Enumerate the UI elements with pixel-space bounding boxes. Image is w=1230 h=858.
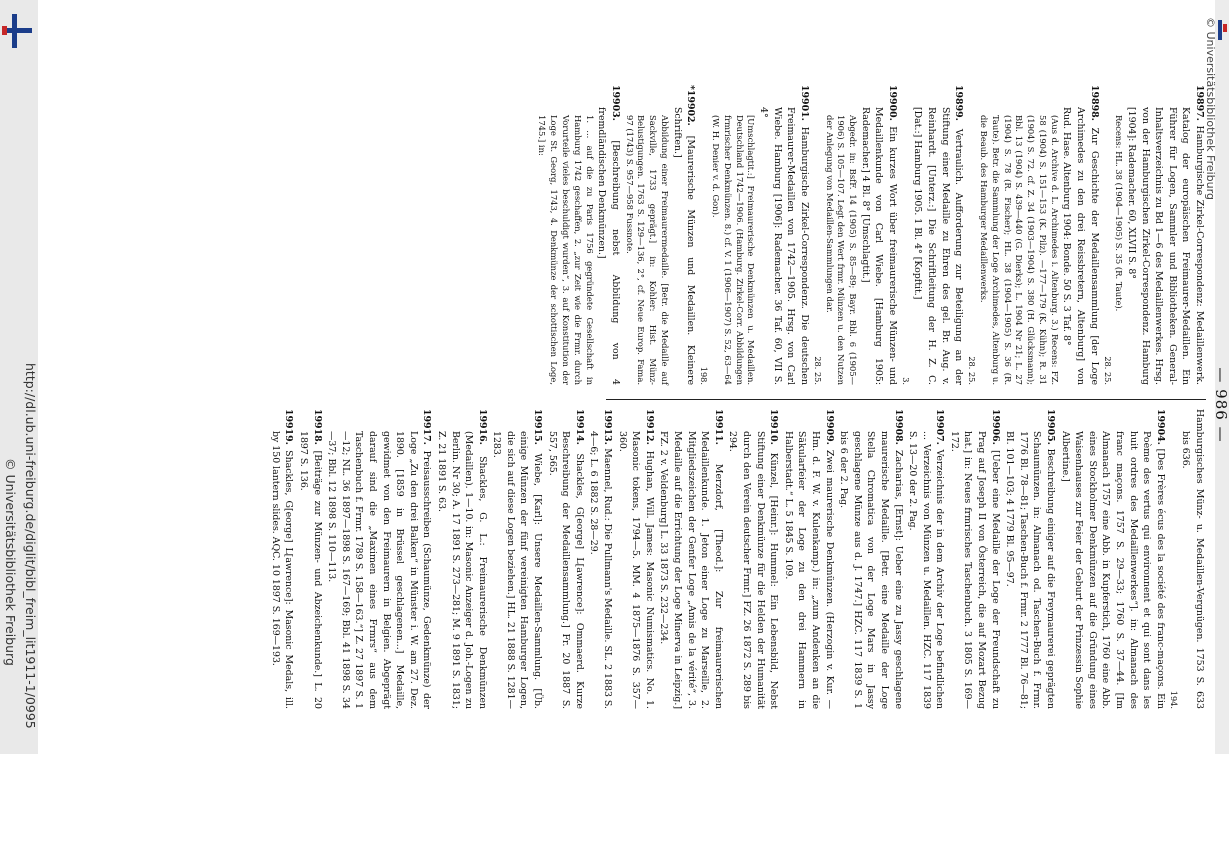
entry-number: 19914. <box>573 409 585 454</box>
entry-number: 19916. <box>476 409 488 457</box>
bibliography-entry <box>698 85 811 385</box>
bibliography-entry <box>657 409 725 709</box>
entry-text: Wiebe, [Karl]: Unsere Medaillen-Sammlung. [Üb. einige Münzen der fünf vereinigten Hamburger Logen, die sich auf diese Logen beziehen.] HL. 21 1888 S. 1281—1283. <box>491 431 544 709</box>
entry-text: Zur Geschichte der Medaillensammlung [der Loge Archimedes zu den drei Reissbretern, Altenburg] von Rud. Hase. Altenburg 1904: Bonde. 50 S. 3 Taf. 8° <box>1061 107 1100 385</box>
entry-text: Beschreibung einiger auf die Freymaurerei geprägten Schaumünzen. in: Almanach od. Taschen-Buch f. Frmr. 1776 Bl. 78—81; Taschen-Buch f. Frmr. 2 1777 Bl. 76—81; BI. 101—103; 4 1779 Bl. 95—97. <box>1004 431 1057 709</box>
entry-number: 19904. <box>1154 409 1166 449</box>
bibliography-entry <box>490 409 544 709</box>
entry-note: 1. ... auf die zu Paris 1756 gegründete Gesellschaft in Hamburg 1742 geschaffen, 2. „zur Zeit wie die Frmr. durch Vorurteile vieles beschuldigt wurden“, 3. auf Konstitution der Loge St. Georg, 1743, 4. Denkmünze der schottischen Loge, 1745.] in: <box>537 115 595 385</box>
entry-text: Hamburgisches Münz- u. Medaillen-Vergnügen. 1753 S. 633 bis 636. <box>1180 409 1205 709</box>
bibliography-entry <box>434 409 488 709</box>
entry-text: Vertraulich. Aufforderung zur Beteiligung an der Stiftung einer Medaille zu Ehren des gel. Br. Aug. v. Reinhardt. [Unterz.:] Die Schriftleitung der H. Z. C. [Dat.:] Hamburg 1905. 1 Bl. 4° [Kopftit.] <box>912 107 965 385</box>
entry-note: Abbildung einer Freimaurermedaille. [Betr. die Medaille auf Sackville, 1733 geprägt.] in: Kohler: Hist. Münz-Belustigungen. 1763 S. 129—136, 2°, cf. Neue Europ. Fama. 97 (1743) S. 957—958 Fussnote. <box>624 115 670 385</box>
entry-number: 19918. <box>311 409 323 451</box>
entry-text: [Maurerische Münzen und Medaillen. Kleinere Schriften.] <box>671 107 697 386</box>
entry-number: 19913. <box>602 409 614 449</box>
entry-number: 19915. <box>532 409 544 454</box>
bibliography-entry <box>545 409 586 709</box>
rotated-page <box>200 85 1230 725</box>
entry-number: 19907. <box>934 409 946 450</box>
bibliography-entry <box>536 85 622 385</box>
entry-signature: 28. 25. <box>967 356 978 385</box>
bibliography-entry <box>947 409 1001 709</box>
entry-note: Abgedr. in: BsfF. 14 (1905) S. 85—89; Bayr. Bbl. 6 (1905—1906) S. 105—107. Legt den Wert frmr. Münzen u. den Nutzen der Anlegung von Medaillen-Sammlungen dar. <box>824 115 859 385</box>
entry-text: Hughan, Will. James: Masonic Numismatics. No. 1. Masonic tokens, 1794—5. MM. 4 1875—1876 S. 357—360. <box>616 431 655 709</box>
entry-number: 19912. <box>643 409 655 451</box>
bibliography-entry <box>268 409 295 709</box>
entry-text: Merzdorf, [Theod.]: Zur freimaurerischen Medaillenkunde. 1. Jeton einer Loge zu Marseille, 2. Mitgliedszeichen der Genfer Loge „Amis de la vérité“, 3. Medaille auf die Errichtung der Loge Minerva in Leipzig.] FZ. 2 v. Veldenburg] L. 33 1873 S. 232—234. <box>658 431 724 709</box>
bibliography-entry <box>623 85 697 385</box>
bibliography-entry <box>781 409 835 709</box>
entry-number: 19909. <box>823 409 835 450</box>
column-divider <box>606 399 1206 400</box>
entry-text: Künzel, [Heinr.]: Hummel: Ein Lebensbild, Nebst Stiftung einer Denkmünze für die Helden der Humanität durch den Verein deutscher Frmr.] FZ. 26 1872 S. 289 bis 294. <box>727 431 780 709</box>
bibliography-entry <box>1102 85 1206 385</box>
logo-accent-icon <box>1223 24 1227 32</box>
bibliography-entry <box>1003 409 1057 709</box>
bibliography-entry <box>1168 409 1206 709</box>
entry-text: Maennel, Rud.: Die Pullmann's Medaille. SL. 2 1883 S. 4—6; L. 6 1882 S. 28—29. <box>588 431 614 709</box>
left-column <box>537 85 1206 386</box>
bibliography-entry <box>900 85 965 385</box>
entry-text: [Beiträge zur Münzen- und Abzeichenkunde.] L. 20 1897 S. 136. <box>298 431 323 709</box>
bibliography-entry <box>325 409 434 709</box>
entry-text: [Ueber eine Medaille der Loge der Freundschaft zu Prag auf Joseph II von Österreich, die auf Mozart Bezug hat.] in: Neues frmrisches Taschenbuch. 3 1805 S. 169—172. <box>948 431 1001 709</box>
logo-bar-icon <box>12 14 17 48</box>
bibliography-entry <box>615 409 656 709</box>
entry-signature: 198. <box>699 366 710 385</box>
bibliography-entry <box>966 85 1100 385</box>
logo-bar-icon <box>4 28 32 33</box>
document-url[interactable]: http://dl.ub.uni-freiburg.de/diglit/bibl_freim_lit1911-1/0995 <box>23 363 38 729</box>
entry-text: [Beschreibung nebst Abbildung von 4 fremdländischen Denkmünzen.] <box>596 107 621 385</box>
entry-number: 19897. <box>1194 85 1205 126</box>
entry-text: Preisausschreiben (Schaumünze, Gedenkmünze) der Loge „Zu den drei Balken“ in Münster i. W. am 27. Dez. 1890. [1859 in Brüssel geschlagenen...] Medaille, gewidmet von den Freimaurern in Belgien. Abgeprägt darauf sind die „Maximen eines Frmrs“ aus dem Taschenbuch f. Frmr. 1789 S. 158—163.“] Z. 27 1897 S. 1—12; NL. 36 1897—1898 S. 167—169; Bbl. 41 1898 S. 34—37; Bbl. 12 1898 S. 110—113. <box>326 431 433 709</box>
entry-text: Shackles, G[eorge] L[awrence]: Masonic Medals, ill. by 150 lantern slides. AQC. 10 1897 S. 169—193. <box>269 431 295 710</box>
entry-text: Zacharias, [Ernst]: Ueber eine zu Jassy geschlagene maurerische Medaille. [Betr. eine Medaille der Loge Stella Chromatica von der Loge Mars in Jassy geschlagene Münze aus d. J. 1747.] HZC. 117 1839 S. 1 bis 6 der 2. Pag. <box>838 431 904 709</box>
entry-number: 19905. <box>1045 409 1057 449</box>
logo-accent-icon <box>2 26 7 35</box>
entry-text: Zwei maurerische Denkmünzen. (Herzogin v. Kur. — Hm. d. F. W. v. Kulenkamp.) in: „zum Andenken an die Säkularfeier der Loge zu den drei Hammern in Halberstadt.“ L. 5 1845 S. 109. <box>782 431 835 709</box>
entry-number: 19901. <box>798 85 810 127</box>
bibliography-entry <box>812 85 899 385</box>
logo-bar-icon <box>1218 20 1222 40</box>
entry-text: Verzeichnis der in dem Archiv der Loge befindlichen ... Verzeichnis von Münzen u. Medaillen. HZC. 117 1839 S. 13—20 der 2. Pag. <box>907 431 946 709</box>
entry-number: 19898. <box>1088 85 1100 128</box>
entry-number: 19911. <box>712 409 724 464</box>
entry-text: Hamburgische Zirkel-Correspondenz: Medaillenwerk. Katalog der europäischen Freimaurer-Medaillen. Ein Führer für Logen, Sammler und Bibliotheken. General-Inhaltsverzeichnis zu Bd 1—6 des Medaillenwerkes. Hrsg. von der Hamburgischen Zirkel-Correspondenz. Hamburg [1904]: Rademacher. 60, XLVII S. 8° <box>1126 107 1205 385</box>
entry-note: Recens: HL. 38 (1904—1905) S. 35 (R. Taute). <box>1114 115 1125 312</box>
entry-signature: 194. <box>1168 690 1179 709</box>
entry-signature: 3. <box>900 377 911 385</box>
entry-number: 19908. <box>892 409 904 450</box>
entry-number: 19917. <box>421 409 433 451</box>
entry-note: [Umschlagtit.:] Freimaurerische Denkmünzen u. Medaillen. Deutschland 1742—1906. (Hamburg. Zirkel-Corr. Abbildungen frmrischer Denkmünzen. 8.) cf. V. 1 (1906—1907) S. 52, 63—64 (W. H. Denier v. d. Gon). <box>710 115 757 385</box>
entry-number: 19903. <box>609 85 621 141</box>
entry-number: 19906. <box>989 409 1001 451</box>
entry-number: 19900. <box>886 85 898 127</box>
entry-signature: 28. 25. <box>812 356 823 385</box>
right-column <box>269 409 1206 710</box>
entry-text: [Des Frères écus des la société des franc-maçons. Ein Poème des vertus qui environnent et qui sont dans les huit ordres des Medaillenwerkes“]. in: Almanach des franc maçons. 1757 S. 29—33; 1760 S. 37—44. [Im Almanach 1757 eine Abb. in Kupferstich, 1760 eine Abb. eines Stockholmer Denkmünzen auf die Gründung eines Waisenhauses zur Feier der Geburt der Prinzessin Sophie Albertine.] <box>1059 431 1166 709</box>
page-number: — 986 — <box>1212 367 1230 443</box>
entry-text: Shackles, G. L.: Freimaurerische Denkmünzen (Medaillen). 1—10. in: Masonic Anzeiger d. Joh.-Logen zu Berlin. Nr 30; A. 17 1891 S. 273—281; M. 9 1891 S. 1831; Z. 21 1891 S. 63. <box>435 431 488 709</box>
right-copyright-note: © Universitätsbibliothek Freiburg <box>1204 17 1217 200</box>
entry-signature: 28. 25. <box>1102 356 1113 385</box>
bibliography-entry <box>726 409 780 709</box>
bibliography-entry <box>296 409 323 709</box>
entry-text: Hamburgische Zirkel-Correspondenz. Die deutschen Freimaurer-Medaillen von 1742—1905. Hrsg. von Carl Wiebe. Hamburg [1906]: Rademacher. 36 Taf. 60, VII S. 4° <box>757 107 810 385</box>
entry-note: (Aus d. Archive d. L. Archimedes i. Altenburg. 3.) Recens: FZ. 58 (1904) S. 151—153 (K. Pilz). —177—179 (K. Kühn); R. 31 (1904) S. 72. cf. Z. 34 (1903—1904) S. 380 (H. Glücksmann); Bbl. 13 (1904) S. 439—440 (G. Dierks); L. 1904 Nr 21; L. 27 (1904) S. 78 (R. Fischer); HL. 38 (1904—1905) S. 36 (R. Taute). Betr. die Sammlung der Loge Archimedes, Altenburg u. die Beaub. des Hamburger Medaillenwerks. <box>979 115 1060 385</box>
entry-text: Ein kurzes Wort über freimaurerische Münzen- und Medaillenkunde von Carl Wiebe. [Hamburg 1905: Rademacher.] 4 Bl. 8° [Umschlagtit.] <box>859 107 898 385</box>
entry-number: *19902. <box>685 85 697 136</box>
entry-number: 19910. <box>768 409 780 453</box>
entry-number: 19919. <box>283 409 295 451</box>
bibliography-entry <box>587 409 614 709</box>
entry-text: Shackles, G[eorge] L[awrence]: Ommaerd. Kurze Beschreibung der Medaillensammlung.] Fr. 20 1887 S. 557, 565. <box>546 431 585 709</box>
bibliography-entry <box>1058 409 1167 709</box>
copyright-note: © Universitätsbibliothek Freiburg <box>3 458 18 666</box>
bibliography-entry <box>906 409 947 709</box>
bibliography-entry <box>837 409 905 709</box>
entry-number: 19899. <box>953 85 965 129</box>
